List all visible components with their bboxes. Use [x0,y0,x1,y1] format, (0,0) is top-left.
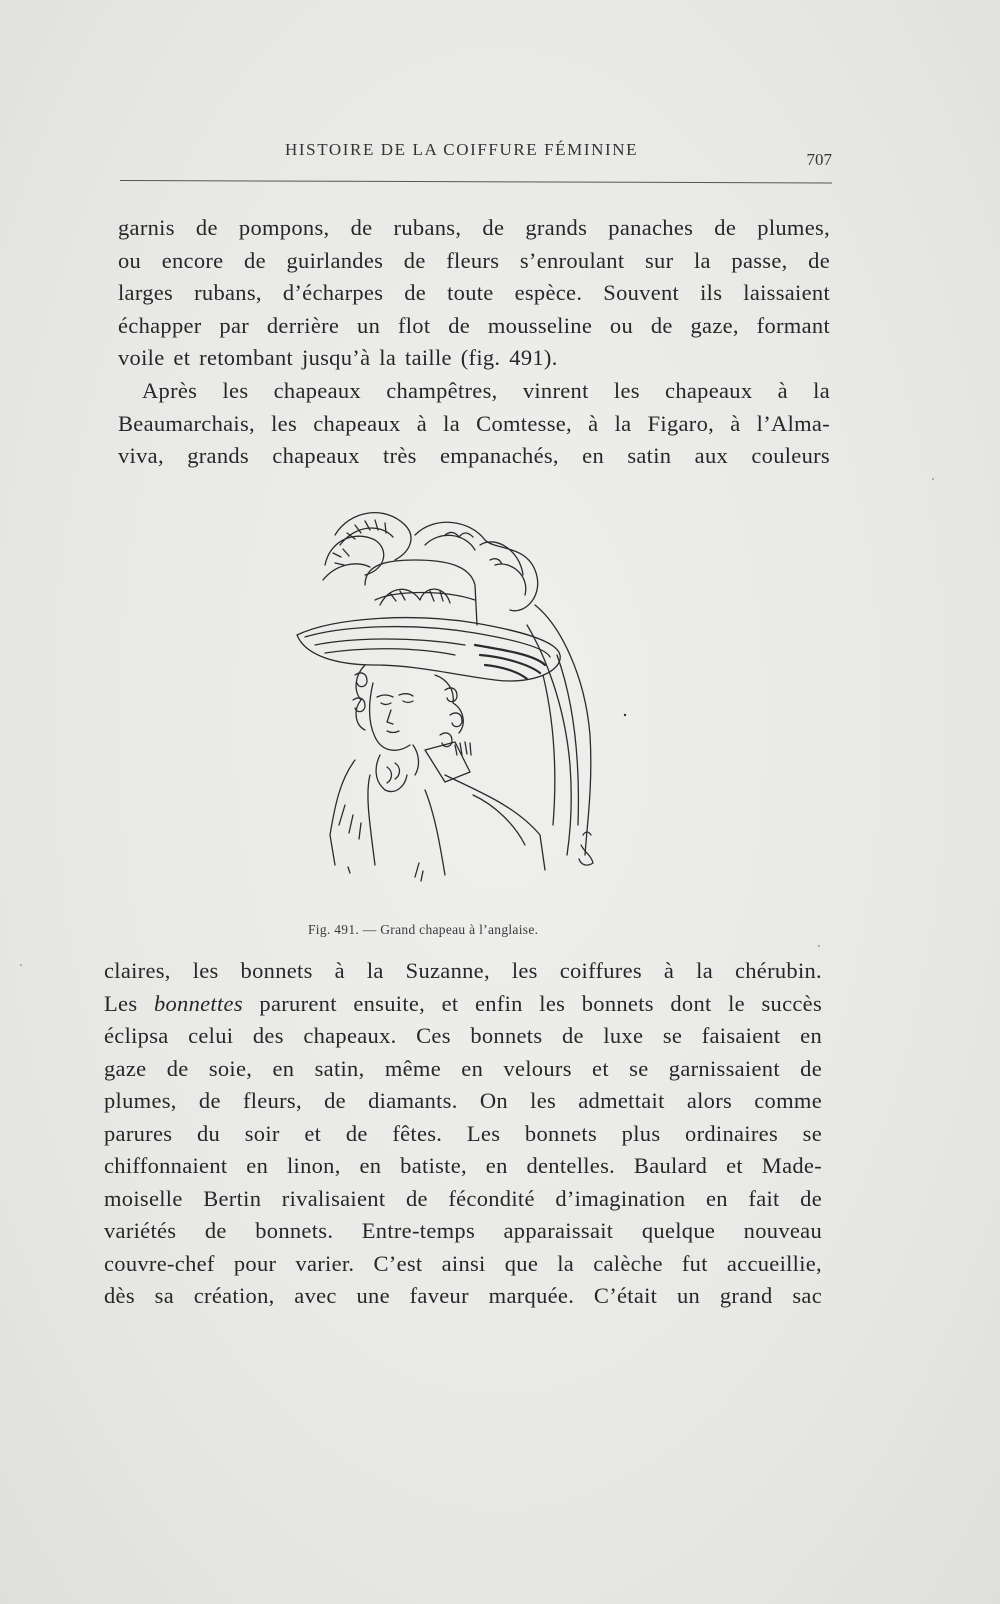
text-line: ou encore de guirlandes de fleurs s’enroulant sur la passe, de [118,247,830,273]
text-run: Les [104,990,154,1016]
paragraph-3 [104,955,822,1313]
header-rule [120,180,832,183]
text-line: échapper par derrière un flot de mousseline ou de gaze, formant [118,312,830,338]
text-line: Après les chapeaux champêtres, vinrent les chapeaux à la [142,378,830,403]
italic-term: bonnettes [153,990,243,1016]
page-number: 707 [806,150,832,169]
hat-engraving [295,505,635,885]
text-line: Beaumarchais, les chapeaux à la Comtesse, à la Figaro, à l’Alma- [118,410,830,436]
text-line: plumes, de fleurs, de diamants. On les admettait alors comme [104,1088,822,1113]
paragraph-1 [118,212,830,375]
figure-illustration [295,505,635,885]
caption-prefix: Fig. 491. [308,922,360,937]
text-line: parures du soir et de fêtes. Les bonnets plus ordinaires se [104,1120,822,1146]
page-header [120,140,832,170]
caption-text: — Grand chapeau à l’anglaise. [362,922,539,937]
text-line: viva, grands chapeaux très empanachés, en satin aux couleurs [118,443,830,468]
text-line: éclipsa celui des chapeaux. Ces bonnets de luxe se faisaient en [104,1023,822,1048]
text-line: moiselle Bertin rivalisaient de fécondité d’imagination en fait de [104,1185,822,1211]
running-title: HISTOIRE DE LA COIFFURE FÉMININE [285,140,639,159]
text-line: gaze de soie, en satin, même en velours et se garnissaient de [104,1055,822,1081]
paper-speck [20,964,22,966]
paper-speck [818,945,820,947]
text-line: claires, les bonnets à la Suzanne, les coiffures à la chérubin. [104,958,822,983]
text-line: larges rubans, d’écharpes de toute espèce. Souvent ils laissaient [118,280,830,305]
text-run: parurent ensuite, et enfin les bonnets dont le succès [242,990,823,1016]
text-line: couvre-chef pour varier. C’est ainsi que la calèche fut accueillie, [104,1250,822,1276]
text-line: dès sa création, avec une faveur marquée. C’était un grand sac [104,1283,822,1308]
paragraph-2 [118,375,830,473]
text-line: chiffonnaient en linon, en batiste, en dentelles. Baulard et Made- [104,1153,822,1178]
text-line: variétés de bonnets. Entre-temps apparaissait quelque nouveau [104,1218,822,1243]
paper-speck [932,478,934,480]
figure-caption [308,922,628,938]
text-line: voile et retombant jusqu’à la taille (fig. 491). [118,345,558,370]
text-line [104,988,822,1021]
text-line: garnis de pompons, de rubans, de grands panaches de plumes, [118,215,830,240]
